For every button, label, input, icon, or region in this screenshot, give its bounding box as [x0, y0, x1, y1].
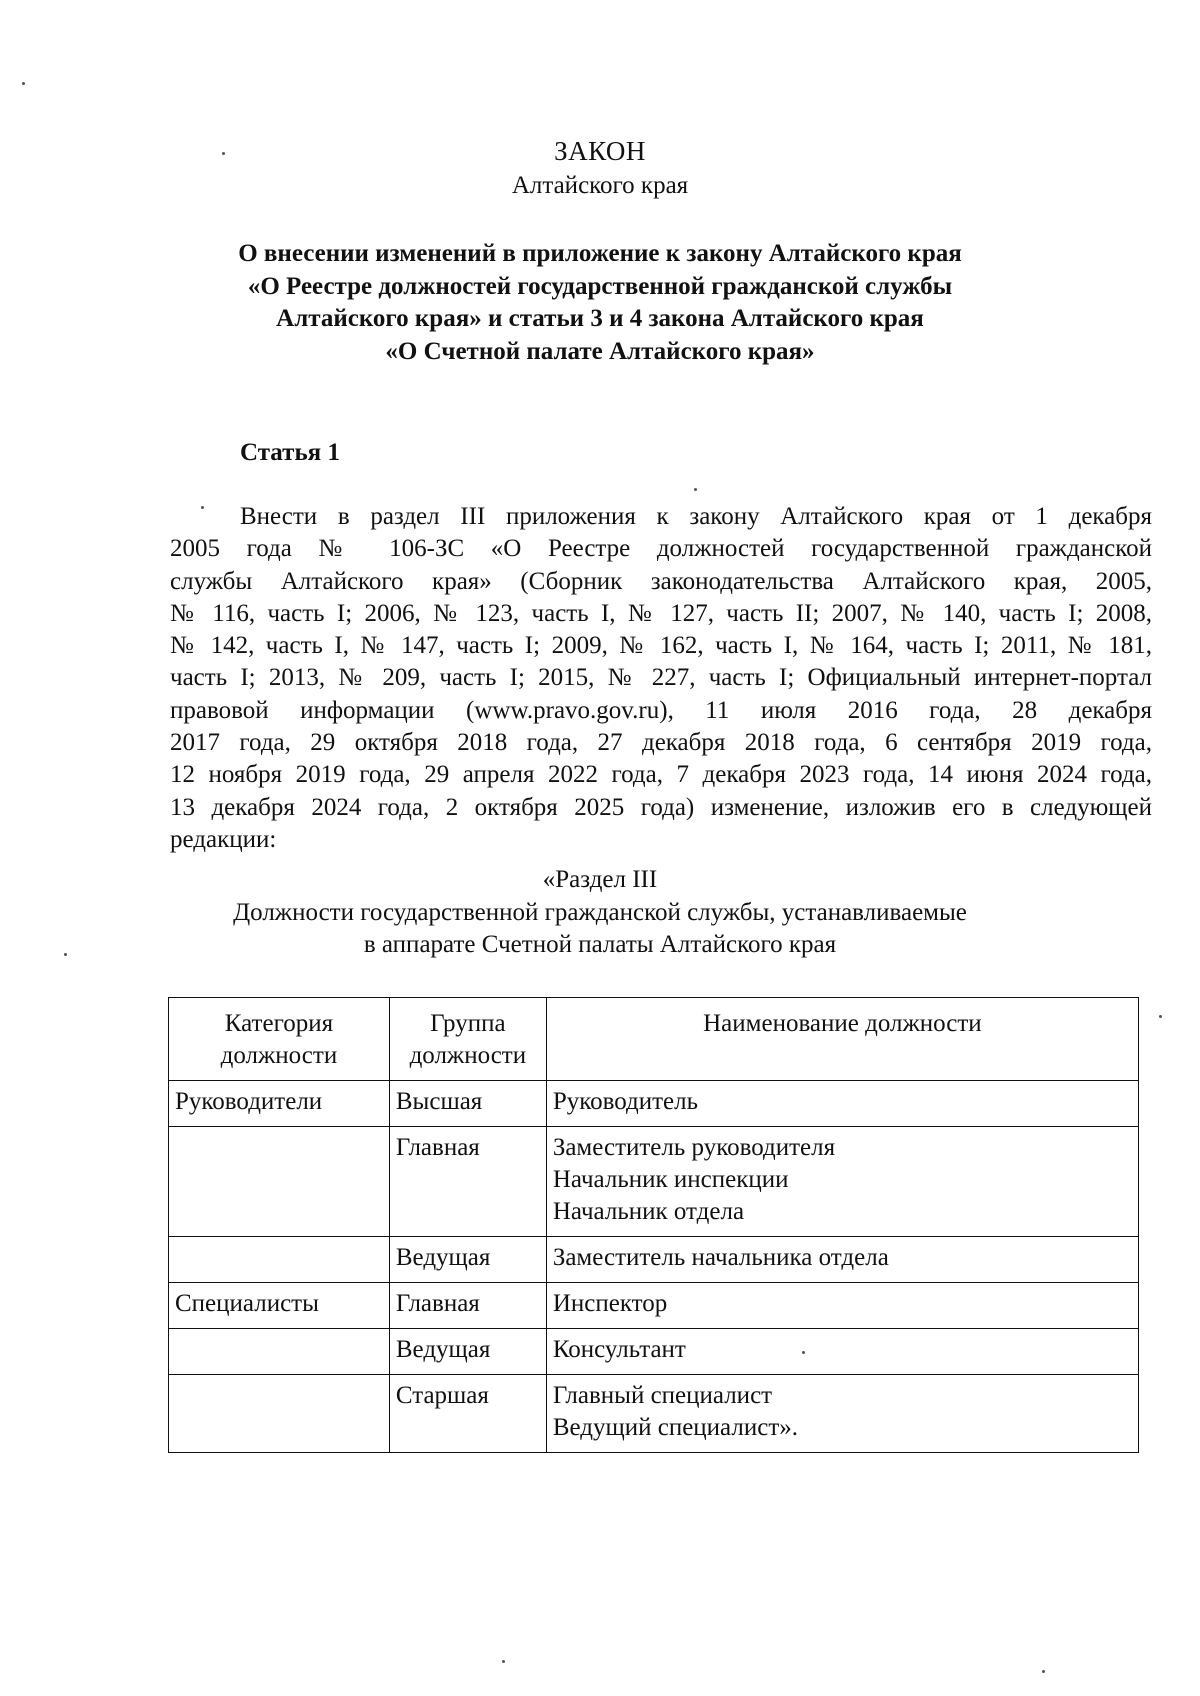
body-line: 2005 года № 106-ЗС «О Реестре должностей государственной гражданской [170, 535, 1152, 563]
category-cell [169, 1127, 390, 1237]
header-group: Группа должности [389, 998, 546, 1081]
header-position: Наименование должности [546, 998, 1138, 1081]
position-cell [546, 1127, 1138, 1237]
law-region: Алтайского края [511, 172, 689, 199]
position-cell [546, 1329, 1138, 1375]
scan-speck [22, 82, 25, 85]
position-name: Консультант [552, 1336, 686, 1363]
article-body [170, 501, 1152, 856]
position-name: Руководитель [552, 1088, 699, 1115]
scan-speck [1159, 1015, 1162, 1018]
body-line: Внести в раздел III приложения к закону Алтайского края от 1 декабря [240, 503, 1152, 530]
position-name: Начальник отдела [552, 1198, 745, 1225]
law-title: ЗАКОН [554, 136, 646, 166]
body-line: № 116, часть I; 2006, № 123, часть I, № 127, часть II; 2007, № 140, часть I; 2008, [170, 599, 1152, 627]
section-subtitle: в аппарате Счетной палаты Алтайского края [363, 931, 837, 958]
scan-speck [222, 152, 225, 155]
header-category: Категория должности [169, 998, 390, 1081]
group-cell: Ведущая [389, 1329, 546, 1375]
body-line: 2017 года, 29 октября 2018 года, 27 декабря 2018 года, 6 сентября 2019 года, [170, 729, 1152, 757]
document-heading [0, 238, 1200, 368]
section-heading [0, 864, 1200, 962]
scan-speck [201, 506, 204, 509]
position-cell [546, 1237, 1138, 1283]
section-subtitle: Должности государственной гражданской службы, устанавливаемые [233, 898, 967, 926]
positions-table [168, 997, 1139, 1453]
scan-speck [64, 953, 67, 956]
position-cell [546, 1283, 1138, 1329]
position-name: Главный специалист [552, 1382, 773, 1409]
position-name: Заместитель начальника отдела [552, 1244, 889, 1271]
scan-speck [802, 1351, 805, 1354]
group-cell: Старшая [389, 1375, 546, 1453]
table-row [169, 1329, 1139, 1375]
table-row [169, 1127, 1139, 1237]
body-line: службы Алтайского края» (Сборник законодательства Алтайского края, 2005, [170, 567, 1152, 595]
category-cell: Специалисты [169, 1283, 390, 1329]
heading-line: «О Реестре должностей государственной гражданской службы [247, 272, 953, 300]
scan-speck [694, 488, 697, 491]
scan-speck [502, 1660, 505, 1663]
body-line: 12 ноября 2019 года, 29 апреля 2022 года, 7 декабря 2023 года, 14 июня 2024 года, [170, 761, 1152, 789]
position-cell [546, 1081, 1138, 1127]
position-name: Инспектор [552, 1290, 668, 1317]
body-line: № 142, часть I, № 147, часть I; 2009, № 162, часть I, № 164, часть I; 2011, № 181, [170, 632, 1152, 660]
category-cell [169, 1237, 390, 1283]
body-line: 13 декабря 2024 года, 2 октября 2025 года) изменение, изложив его в следующей [170, 793, 1152, 821]
heading-line: Алтайского края» и статьи 3 и 4 закона Алтайского края [276, 305, 924, 332]
category-cell [169, 1375, 390, 1453]
heading-line: О внесении изменений в приложение к закону Алтайского края [238, 240, 962, 267]
position-cell [546, 1375, 1138, 1453]
group-cell: Главная [389, 1283, 546, 1329]
group-cell: Высшая [389, 1081, 546, 1127]
scan-speck [1042, 1670, 1045, 1673]
group-cell: Ведущая [389, 1237, 546, 1283]
position-name: Заместитель руководителя [552, 1134, 836, 1161]
section-title: «Раздел III [542, 866, 658, 893]
table-header-row [169, 998, 1139, 1081]
body-line: часть I; 2013, № 209, часть I; 2015, № 227, часть I; Официальный интернет-портал [170, 664, 1152, 692]
table-row [169, 1375, 1139, 1453]
category-cell [169, 1329, 390, 1375]
article-title: Статья 1 [240, 439, 340, 466]
position-name: Ведущий специалист». [552, 1414, 799, 1441]
table-row [169, 1237, 1139, 1283]
table-row [169, 1283, 1139, 1329]
position-name: Начальник инспекции [552, 1166, 789, 1193]
group-cell: Главная [389, 1127, 546, 1237]
category-cell: Руководители [169, 1081, 390, 1127]
body-line: редакции: [170, 825, 277, 853]
table-row [169, 1081, 1139, 1127]
body-line: правовой информации (www.pravo.gov.ru), 11 июля 2016 года, 28 декабря [170, 696, 1152, 724]
heading-line: «О Счетной палате Алтайского края» [385, 337, 815, 365]
